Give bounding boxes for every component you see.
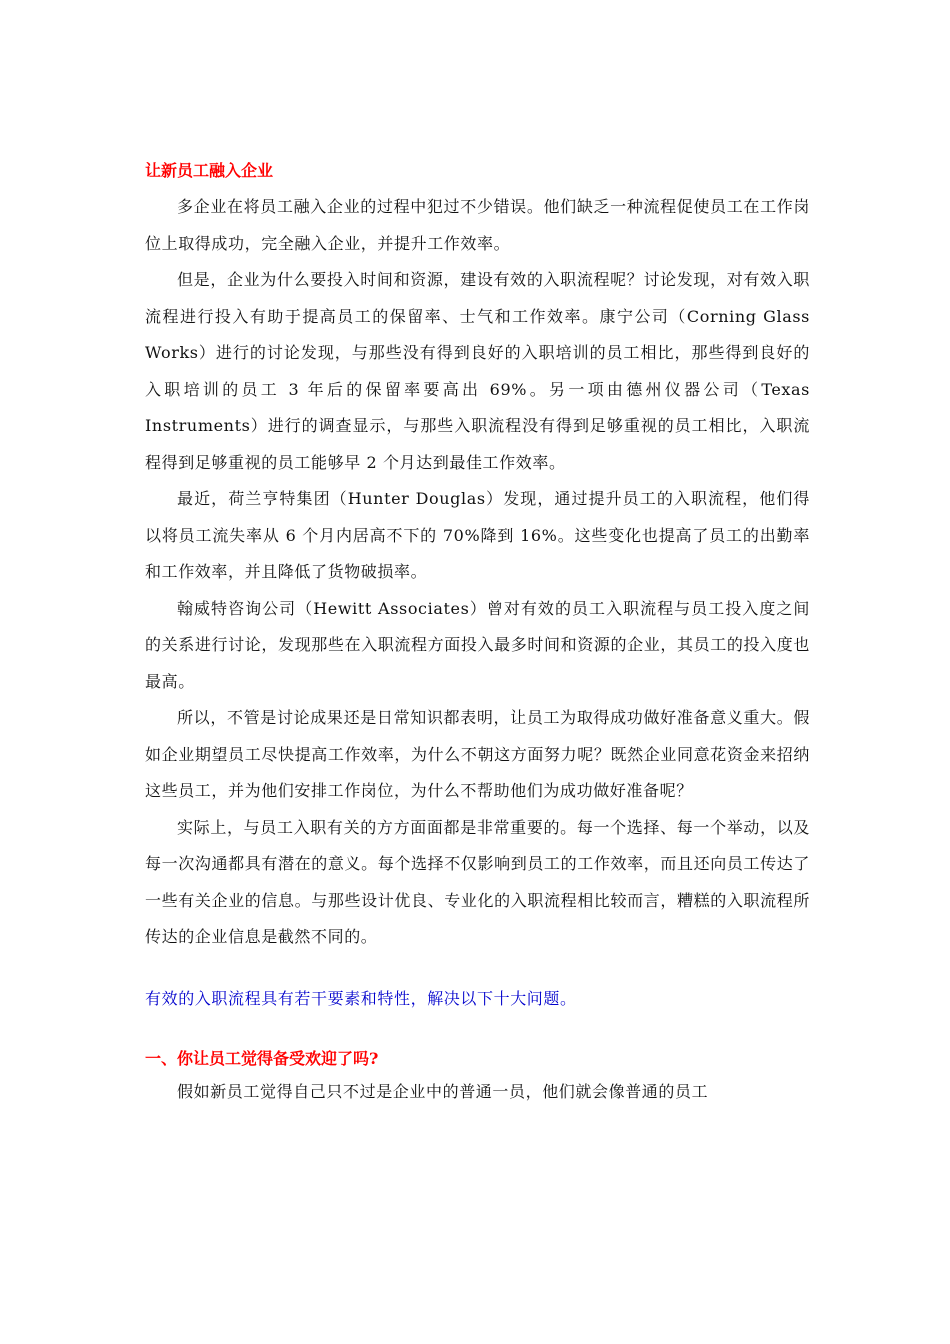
paragraph-every-aspect: 实际上，与员工入职有关的方方面面都是非常重要的。每一个选择、每一个举动，以及每一次沟通都具有潜在的意义。每个选择不仅影响到员工的工作效率，而且还向员工传达了一些有关企业的信息。与那些设计优良、专业化的入职流程相比较而言，糟糕的入职流程所传达的企业信息是截然不同的。 bbox=[145, 817, 810, 946]
section-1-paragraph: 假如新员工觉得自己只不过是企业中的普通一员，他们就会像普通的员工 bbox=[177, 1081, 709, 1101]
document-body bbox=[145, 157, 810, 1110]
document-title: 让新员工融入企业 bbox=[145, 161, 274, 180]
paragraph-conclusion: 所以，不管是讨论成果还是日常知识都表明，让员工为取得成功做好准备意义重大。假如企业期望员工尽快提高工作效率，为什么不朝这方面努力呢？既然企业同意花资金来招纳这些员工，并为他们安排工作岗位，为什么不帮助他们为成功做好准备呢？ bbox=[145, 708, 810, 800]
paragraph-intro: 多企业在将员工融入企业的过程中犯过不少错误。他们缺乏一种流程促使员工在工作岗位上取得成功，完全融入企业，并提升工作效率。 bbox=[145, 197, 810, 253]
highlight-line: 有效的入职流程具有若干要素和特性，解决以下十大问题。 bbox=[145, 988, 577, 1008]
section-1-heading: 一、你让员工觉得备受欢迎了吗? bbox=[145, 1048, 379, 1068]
paragraph-hewitt: 翰威特咨询公司（Hewitt Associates）曾对有效的员工入职流程与员工投入度之间的关系进行讨论，发现那些在入职流程方面投入最多时间和资源的企业，其员工的投入度也最高。 bbox=[145, 598, 810, 691]
paragraph-hunter-douglas: 最近，荷兰亨特集团（Hunter Douglas）发现，通过提升员工的入职流程，他们得以将员工流失率从 6 个月内居高不下的 70%降到 16%。这些变化也提高了员工的出勤率和工作效率，并且降低了货物破损率。 bbox=[145, 489, 810, 581]
paragraph-why-invest: 但是，企业为什么要投入时间和资源，建设有效的入职流程呢？讨论发现，对有效入职流程进行投入有助于提高员工的保留率、士气和工作效率。康宁公司（Corning Glass Works）进行的讨论发现，与那些没有得到良好的入职培训的员工相比，那些得到良好的入职培训的员工 3 年后的保留率要高出 69%。另一项由德州仪器公司（Texas Instruments）进行的调查显示，与那些入职流程没有得到足够重视的员工相比，入职流程得到足够重视的员工能够早 2 个月达到最佳工作效率。 bbox=[145, 270, 810, 472]
